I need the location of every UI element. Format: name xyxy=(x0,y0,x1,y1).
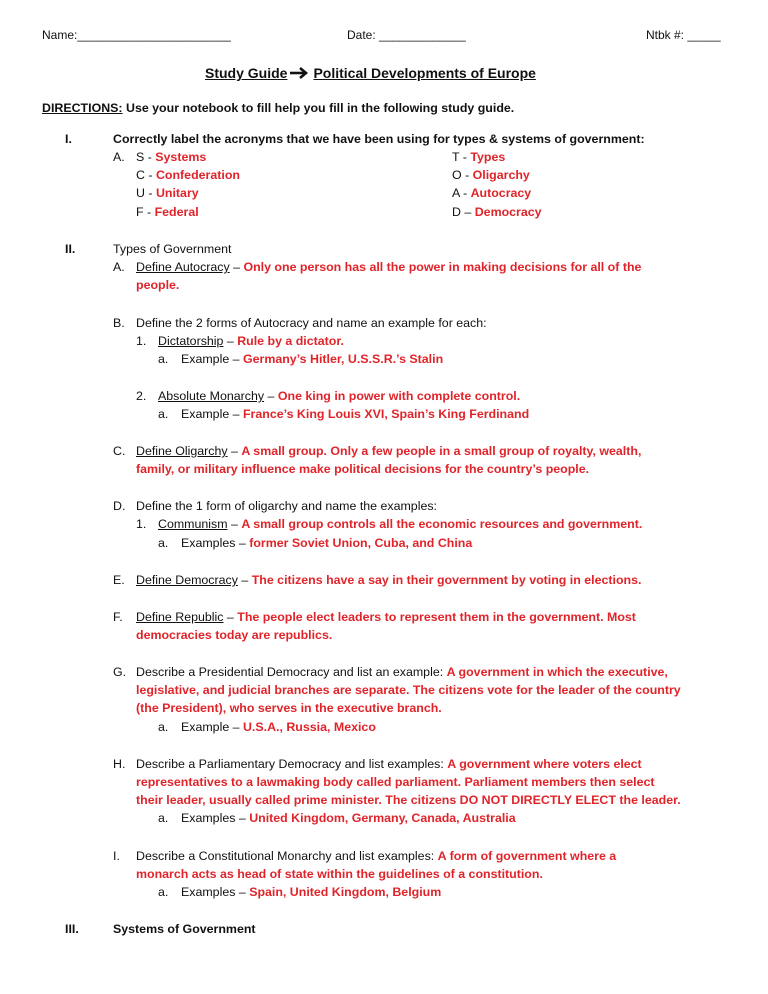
item-b1-marker: 1. xyxy=(136,334,147,348)
item-d1a-marker: a. xyxy=(158,536,169,550)
item-b2: Absolute Monarchy – One king in power with complete control. xyxy=(158,389,521,403)
item-f-line-1: Define Republic – The people elect leaders to represent them in the government. Most xyxy=(136,610,636,624)
item-i-sub-marker: a. xyxy=(158,885,169,899)
directions-label: DIRECTIONS: xyxy=(42,101,123,115)
item-b1a: Example – Germany’s Hitler, U.S.S.R.’s Stalin xyxy=(181,352,444,366)
acronym-t: T - Types xyxy=(452,150,506,164)
item-f-line-2: democracies today are republics. xyxy=(136,628,333,642)
item-d1-marker: 1. xyxy=(136,517,147,531)
item-e-marker: E. xyxy=(113,573,125,587)
item-d-marker: D. xyxy=(113,499,126,513)
item-b-marker: B. xyxy=(113,316,125,330)
item-i-line-2: monarch acts as head of state within the guidelines of a constitution. xyxy=(136,867,543,881)
item-h-line-2: representatives to a lawmaking body called parliament. Parliament members then select xyxy=(136,775,655,789)
item-b1a-marker: a. xyxy=(158,352,169,366)
section-2-numeral: II. xyxy=(65,242,76,256)
item-b2a-marker: a. xyxy=(158,407,169,421)
name-field: Name:_______________________ xyxy=(42,28,231,42)
item-d1: Communism – A small group controls all the economic resources and government. xyxy=(158,517,643,531)
section-3-heading: Systems of Government xyxy=(113,922,256,936)
item-h-sub: Examples – United Kingdom, Germany, Canada, Australia xyxy=(181,811,516,825)
item-c-marker: C. xyxy=(113,444,126,458)
acronym-u: U - Unitary xyxy=(136,186,199,200)
item-e-line-1: Define Democracy – The citizens have a say in their government by voting in elections. xyxy=(136,573,642,587)
item-a-marker: A. xyxy=(113,260,125,274)
section-2-heading: Types of Government xyxy=(113,242,232,256)
item-b1: Dictatorship – Rule by a dictator. xyxy=(158,334,344,348)
section-1-marker: A. xyxy=(113,150,125,164)
acronym-s: S - Systems xyxy=(136,150,207,164)
item-c-line-1: Define Oligarchy – A small group. Only a few people in a small group of royalty, wealth, xyxy=(136,444,642,458)
date-field: Date: _____________ xyxy=(347,28,466,42)
title-left: Study Guide xyxy=(205,65,288,81)
item-g-marker: G. xyxy=(113,665,127,679)
item-b-text: Define the 2 forms of Autocracy and name an example for each: xyxy=(136,316,487,330)
notebook-number-field: Ntbk #: _____ xyxy=(646,28,721,42)
item-g-line-3: (the President), who serves in the executive branch. xyxy=(136,701,442,715)
item-c-line-2: family, or military influence make political decisions for the country’s people. xyxy=(136,462,590,476)
section-1-heading: Correctly label the acronyms that we have been using for types & systems of government: xyxy=(113,132,645,146)
item-b2a: Example – France’s King Louis XVI, Spain’s King Ferdinand xyxy=(181,407,530,421)
acronym-o: O - Oligarchy xyxy=(452,168,530,182)
item-i-marker: I. xyxy=(113,849,120,863)
section-3-numeral: III. xyxy=(65,922,79,936)
right-arrow-icon xyxy=(289,67,311,79)
item-f-marker: F. xyxy=(113,610,123,624)
item-g-sub: Example – U.S.A., Russia, Mexico xyxy=(181,720,376,734)
item-a-line-1: Define Autocracy – Only one person has all the power in making decisions for all of the xyxy=(136,260,642,274)
acronym-c: C - Confederation xyxy=(136,168,240,182)
title-right: Political Developments of Europe xyxy=(313,65,536,81)
item-h-marker: H. xyxy=(113,757,126,771)
directions xyxy=(42,101,514,116)
page-title xyxy=(205,66,536,81)
item-g-line-1: Describe a Presidential Democracy and list an example: A government in which the executive, xyxy=(136,665,668,679)
acronym-d: D – Democracy xyxy=(452,205,542,219)
item-g-line-2: legislative, and judicial branches are separate. The citizens vote for the leader of the country xyxy=(136,683,681,697)
directions-text: Use your notebook to fill help you fill in the following study guide. xyxy=(122,101,515,115)
item-i-sub: Examples – Spain, United Kingdom, Belgium xyxy=(181,885,442,899)
item-d1a: Examples – former Soviet Union, Cuba, and China xyxy=(181,536,473,550)
item-b2-marker: 2. xyxy=(136,389,147,403)
item-i-line-1: Describe a Constitutional Monarchy and list examples: A form of government where a xyxy=(136,849,617,863)
acronym-a: A - Autocracy xyxy=(452,186,532,200)
item-h-line-1: Describe a Parliamentary Democracy and list examples: A government where voters elect xyxy=(136,757,642,771)
item-a-line-2: people. xyxy=(136,278,180,292)
item-h-sub-marker: a. xyxy=(158,811,169,825)
acronym-f: F - Federal xyxy=(136,205,199,219)
section-1-numeral: I. xyxy=(65,132,72,146)
item-h-line-3: their leader, usually called prime minister. The citizens DO NOT DIRECTLY ELECT the leader. xyxy=(136,793,681,807)
item-g-sub-marker: a. xyxy=(158,720,169,734)
item-d-text: Define the 1 form of oligarchy and name the examples: xyxy=(136,499,437,513)
